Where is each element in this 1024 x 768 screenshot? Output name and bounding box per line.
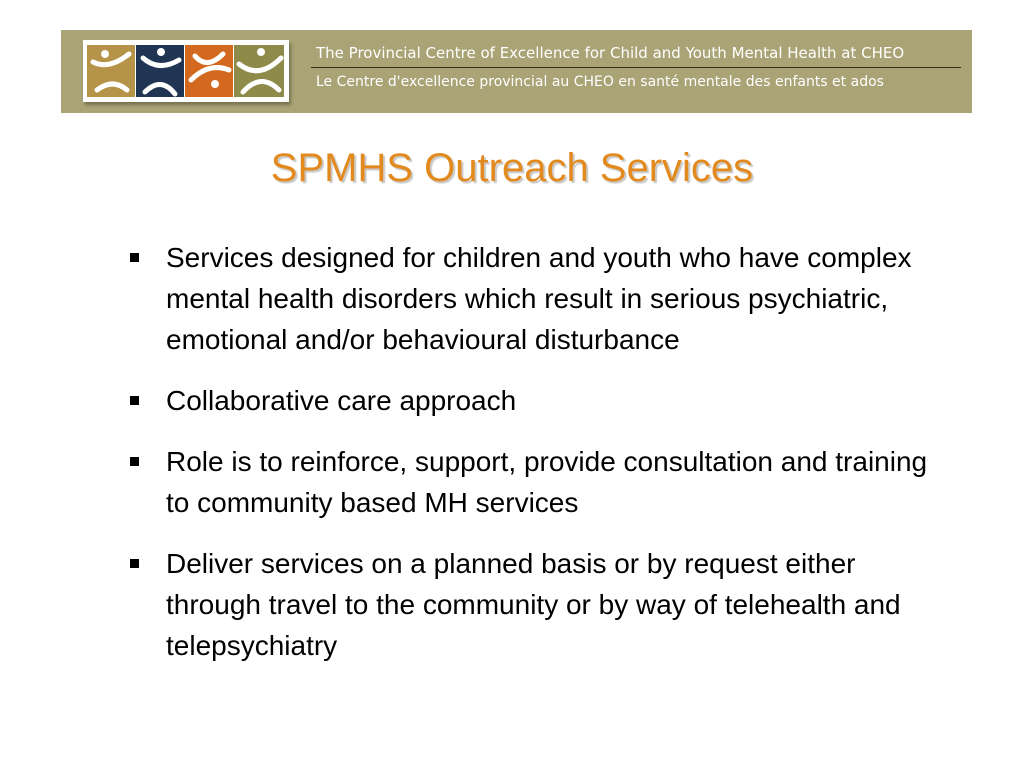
square-bullet-icon [130, 396, 139, 405]
bullet-text: Role is to reinforce, support, provide consultation and training to community based MH services [166, 446, 928, 518]
banner-title-french: Le Centre d'excellence provincial au CHEO en santé mentale des enfants et ados [316, 74, 884, 90]
slide-title-text: SPMHS Outreach Services [270, 146, 754, 190]
header-banner [61, 30, 972, 113]
bullet-list [128, 237, 958, 686]
banner-divider [311, 67, 961, 68]
bullet-text: Services designed for children and youth who have complex mental health disorders which result in serious psychiatric, emotional and/or behavioural disturbance [166, 242, 912, 355]
bullet-text: Deliver services on a planned basis or by request either through travel to the community or by way of telehealth and telepsychiatry [166, 548, 901, 661]
slide-title [0, 142, 1024, 194]
square-bullet-icon [130, 559, 139, 568]
bullet-text: Collaborative care approach [166, 385, 517, 416]
square-bullet-icon [130, 457, 139, 466]
banner-title-english: The Provincial Centre of Excellence for Child and Youth Mental Health at CHEO [316, 44, 905, 62]
centre-logo [83, 40, 289, 102]
bullet-item [128, 441, 958, 523]
square-bullet-icon [130, 253, 139, 262]
bullet-item [128, 380, 958, 421]
banner-text [311, 42, 961, 92]
bullet-item [128, 543, 958, 666]
logo-figures-icon [83, 40, 289, 102]
bullet-item [128, 237, 958, 360]
